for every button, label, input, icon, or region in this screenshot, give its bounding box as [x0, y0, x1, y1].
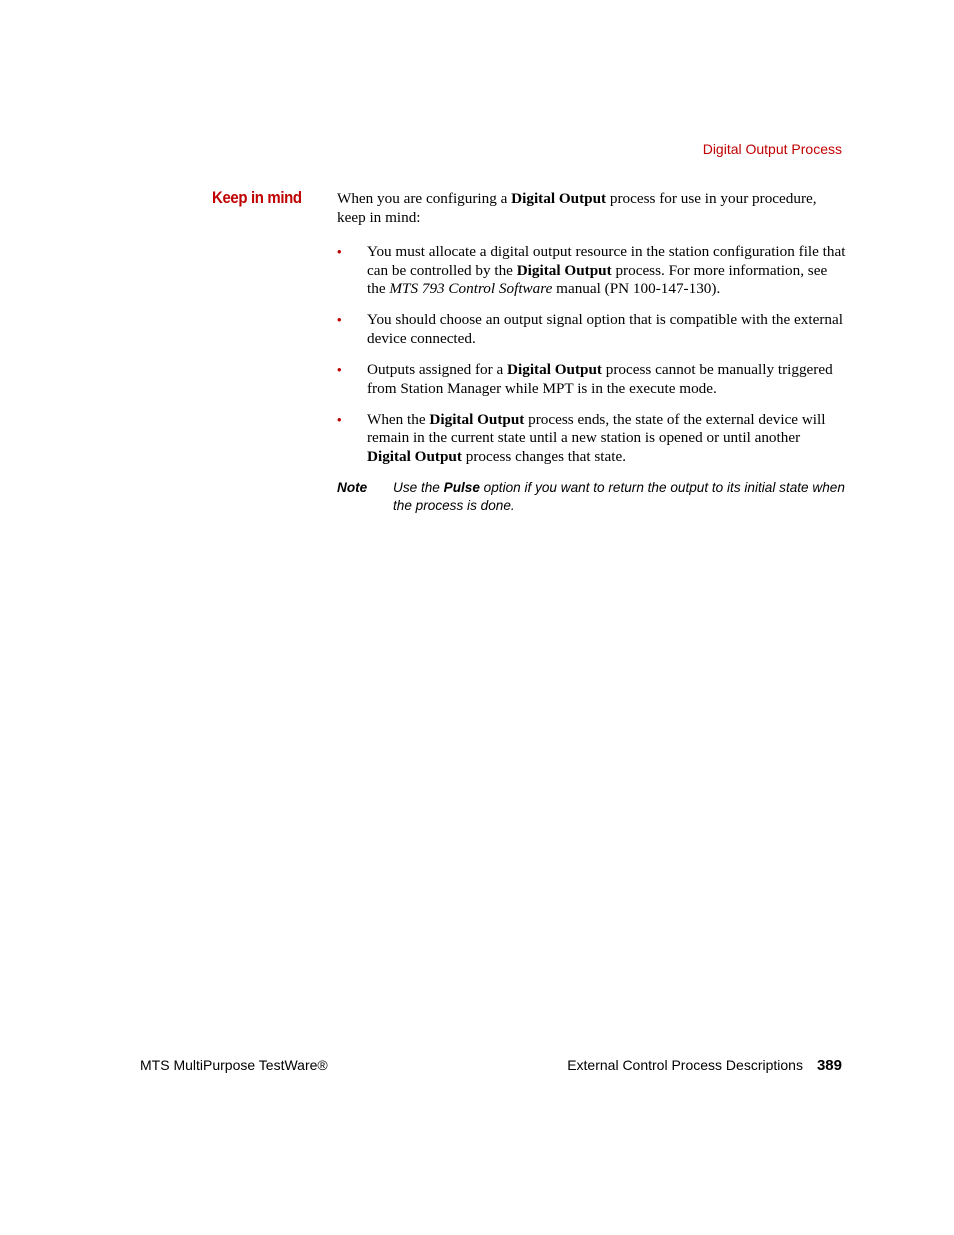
- bullet-bold-term: Digital Output: [507, 361, 602, 379]
- section-heading: Keep in mind: [212, 188, 302, 207]
- bullet-text: process. For more information, see the: [367, 261, 828, 298]
- note-text-start: Use the: [393, 480, 444, 496]
- bullet-text: When the: [367, 410, 430, 428]
- footer-chapter-title: External Control Process Descriptions: [567, 1057, 803, 1073]
- bullet-icon: •: [337, 244, 342, 260]
- bullet-bold-term: Digital Output: [429, 410, 525, 428]
- bullet-text: Outputs assigned for a: [367, 361, 508, 379]
- bullet-text: process ends, the state of the external device will remain in the current state until a new station is opened or until another: [367, 410, 826, 447]
- bullet-icon: •: [337, 362, 342, 378]
- bullet-icon: •: [337, 411, 342, 427]
- note-text-end: option if you want to return the output to its initial state when the process is done.: [393, 480, 845, 513]
- list-item: [337, 411, 847, 467]
- bullet-text: process cannot be manually triggered from Station Manager while MPT is in the execute mode.: [367, 361, 833, 397]
- page-number: 389: [816, 1057, 842, 1074]
- footer-right: [567, 1057, 842, 1074]
- bullet-text: You should choose an output signal option that is compatible with the external device connected.: [367, 311, 843, 348]
- intro-paragraph: [337, 190, 847, 227]
- list-item: [337, 243, 847, 299]
- bullet-bold-term: Digital Output: [516, 261, 612, 279]
- bullet-list: [337, 243, 847, 466]
- note-label: Note: [337, 480, 368, 496]
- bullet-bold-term: Digital Output: [367, 448, 462, 466]
- bullet-text: You must allocate a digital output resource in the station configuration file that can be controlled by the: [367, 243, 846, 279]
- body-column: [337, 190, 847, 514]
- footer-product-name: MTS MultiPurpose TestWare®: [140, 1057, 328, 1073]
- bullet-text: process changes that state.: [461, 448, 626, 466]
- running-header: Digital Output Process: [702, 141, 842, 157]
- bullet-icon: •: [337, 312, 342, 328]
- list-item: [337, 311, 847, 348]
- note-text: [337, 479, 847, 514]
- intro-text-end: process for use in your procedure, keep in mind:: [337, 190, 817, 226]
- manual-title: MTS 793 Control Software: [389, 280, 553, 298]
- intro-bold-term: Digital Output: [511, 190, 607, 207]
- note-block: [337, 479, 847, 514]
- bullet-text: manual (PN 100-147-130).: [552, 280, 721, 298]
- intro-text: When you are configuring a: [337, 190, 512, 207]
- list-item: [337, 361, 847, 398]
- note-bold-term: Pulse: [443, 480, 480, 496]
